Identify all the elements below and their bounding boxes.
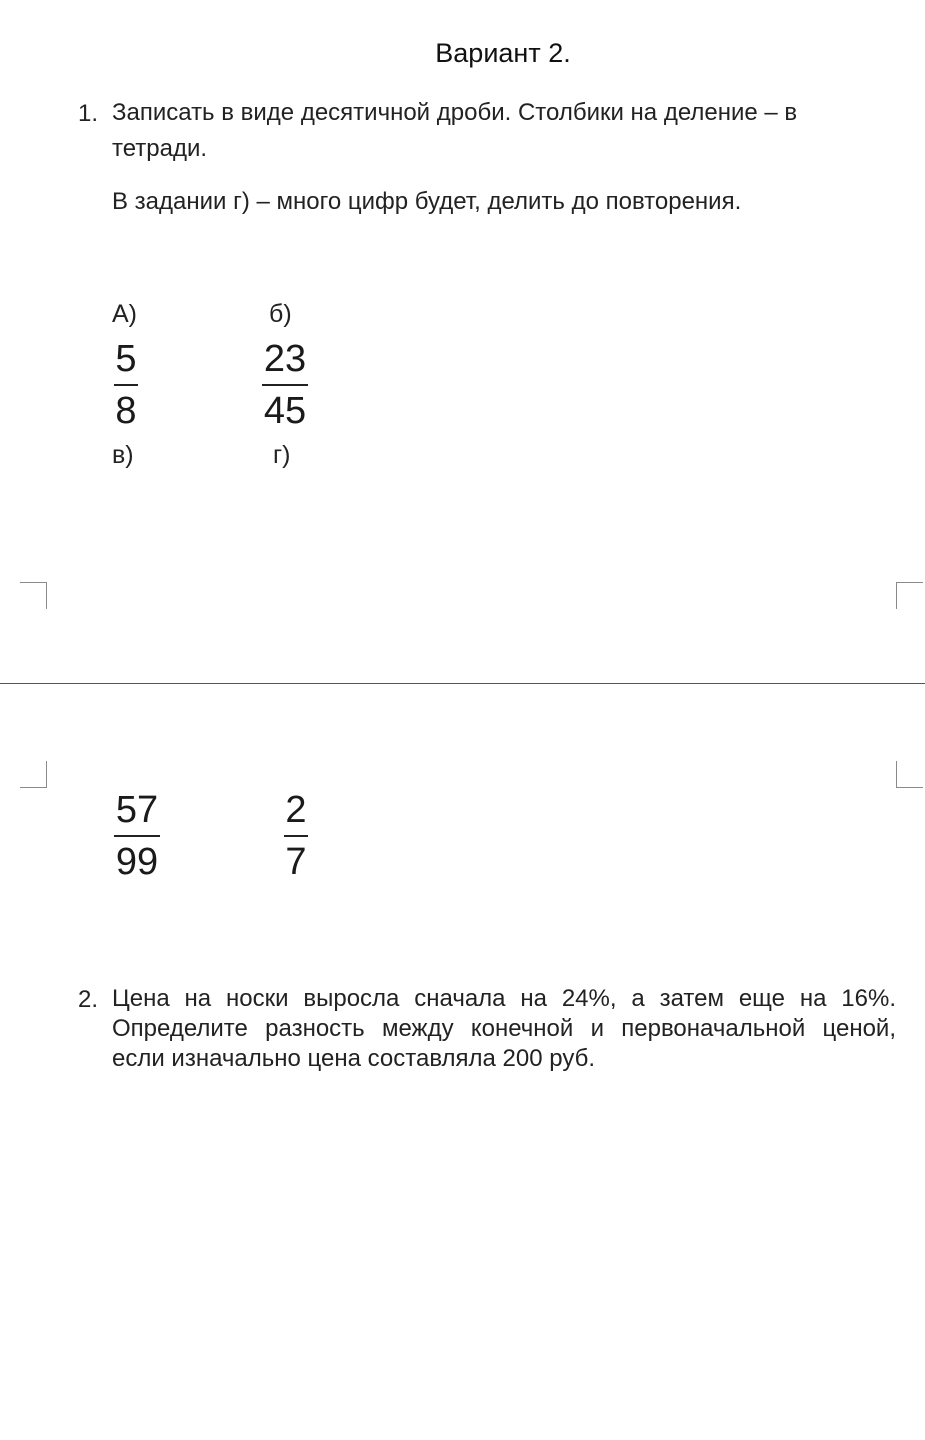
task-2-line-3: если изначально цена составляла 200 руб. (112, 1045, 596, 1072)
fraction-g-bar (284, 835, 308, 837)
task-1-note: В задании г) – много цифр будет, делить до повторения. (112, 188, 742, 215)
task-1-text-line-1: Записать в виде десятичной дроби. Столбики на деление – в (112, 99, 798, 126)
fraction-b-denominator: 45 (263, 390, 307, 432)
fraction-a-denominator: 8 (115, 390, 137, 432)
corner-mark-top-right (896, 761, 923, 788)
fraction-b-bar (262, 384, 308, 386)
item-b-label: б) (269, 300, 292, 328)
fraction-v (114, 787, 160, 885)
task-2-number: 2. (78, 986, 99, 1013)
fraction-a-bar (114, 384, 138, 386)
page-title: Вариант 2. (435, 38, 571, 68)
corner-mark-top-left (20, 761, 47, 788)
item-g-label: г) (273, 441, 291, 469)
fraction-g-denominator: 7 (285, 841, 307, 883)
item-v-label: в) (112, 441, 134, 469)
fraction-v-denominator: 99 (115, 841, 159, 883)
fraction-a (114, 336, 138, 434)
fraction-v-bar (114, 835, 160, 837)
item-a-label: А) (112, 300, 137, 328)
fraction-g-numerator: 2 (285, 789, 307, 831)
fraction-a-numerator: 5 (115, 338, 137, 380)
fraction-b-numerator: 23 (263, 338, 307, 380)
corner-mark-bottom-left (20, 582, 47, 609)
fraction-b (262, 336, 308, 434)
corner-mark-bottom-right (896, 582, 923, 609)
page-break-divider (0, 683, 925, 684)
task-1-number: 1. (78, 100, 99, 127)
task-2-line-1: Цена на носки выросла сначала на 24%, а затем еще на 16%. (112, 985, 896, 1012)
task-2-line-2: Определите разность между конечной и первоначальной ценой, (112, 1015, 896, 1042)
fraction-v-numerator: 57 (115, 789, 159, 831)
fraction-g (284, 787, 308, 885)
task-1-text-line-2: тетради. (112, 135, 208, 162)
